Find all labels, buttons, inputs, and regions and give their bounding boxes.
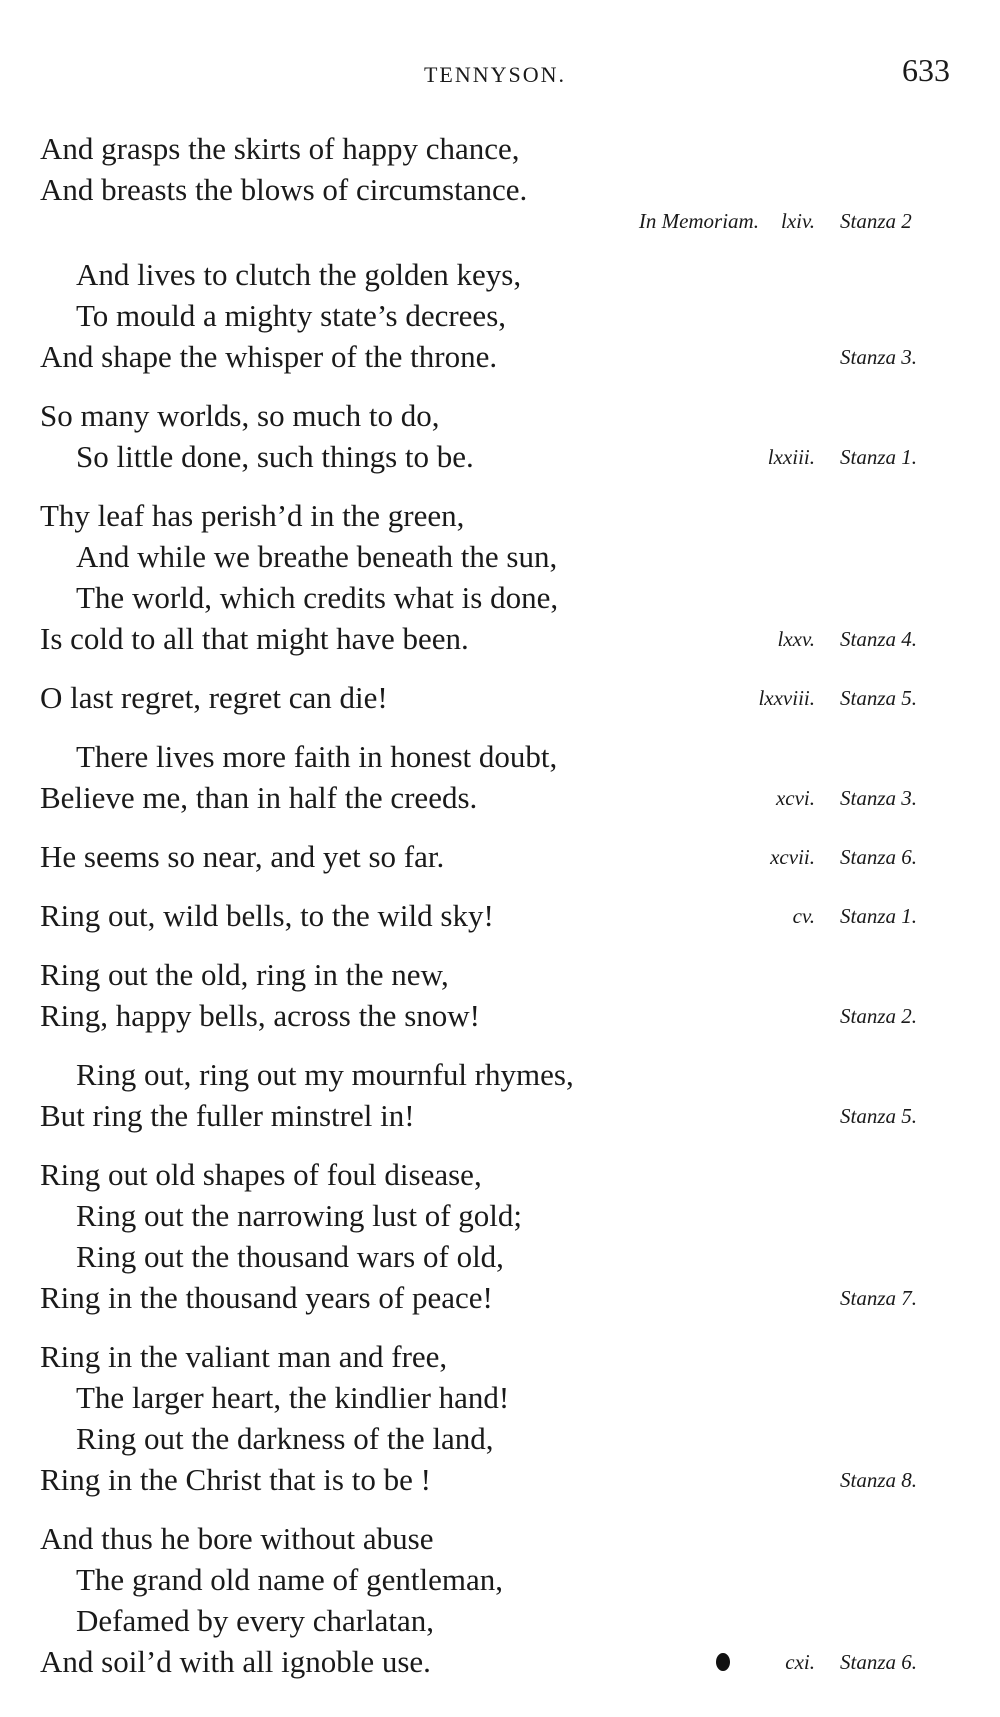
verse-text: And thus he bore without abuse — [40, 1521, 434, 1556]
verse-text: He seems so near, and yet so far. — [40, 839, 445, 874]
verse-text: And shape the whisper of the throne. — [40, 339, 498, 374]
section-reference: lxiv. — [780, 209, 815, 233]
verse-line — [40, 295, 950, 336]
verse-line — [40, 1054, 950, 1095]
quotation-block — [40, 677, 950, 718]
verse-text: The larger heart, the kindlier hand! — [76, 1380, 510, 1415]
stanza-reference: Stanza 5. — [840, 686, 918, 710]
verse-text: And breasts the blows of circumstance. — [40, 172, 528, 207]
stanza-reference: Stanza 8. — [840, 1468, 918, 1492]
verse-text: Ring out, wild bells, to the wild sky! — [40, 898, 494, 933]
quotation-block — [40, 895, 950, 936]
verse-line — [40, 1459, 950, 1500]
verse-text: Ring out old shapes of foul disease, — [40, 1157, 482, 1192]
quotation-block — [40, 128, 950, 240]
verse-text: Ring, happy bells, across the snow! — [40, 998, 480, 1033]
stanza-reference: Stanza 3. — [840, 345, 918, 369]
verse-line — [40, 169, 950, 210]
section-reference: cv. — [792, 904, 815, 928]
section-reference: lxxiii. — [767, 445, 815, 469]
section-reference: lxxv. — [777, 627, 815, 651]
verse-text: Ring out the old, ring in the new, — [40, 957, 449, 992]
verse-line — [40, 1336, 950, 1377]
verse-text: O last regret, regret can die! — [40, 680, 388, 715]
verse-line — [40, 577, 950, 618]
verse-text: And soil’d with all ignoble use. — [40, 1644, 431, 1679]
stanza-reference: Stanza 6. — [840, 1650, 918, 1674]
verse-line — [40, 895, 950, 936]
quotation-block — [40, 1154, 950, 1318]
verse-text: Thy leaf has perish’d in the green, — [40, 498, 465, 533]
quotation-block — [40, 954, 950, 1036]
verse-text: Ring out the darkness of the land, — [76, 1421, 494, 1456]
verse-line — [40, 1418, 950, 1459]
section-reference: xcvi. — [775, 786, 815, 810]
running-head — [40, 52, 950, 96]
verse-line — [40, 336, 950, 377]
verse-text: And while we breathe beneath the sun, — [76, 539, 558, 574]
verse-line — [40, 736, 950, 777]
verse-text: Defamed by every charlatan, — [76, 1603, 435, 1638]
stanza-reference: Stanza 1. — [840, 904, 918, 928]
verse-text: The world, which credits what is done, — [76, 580, 559, 615]
verse-text: But ring the fuller minstrel in! — [40, 1098, 415, 1133]
verse-line — [40, 1600, 950, 1641]
verse-line — [40, 618, 950, 659]
stanza-reference: Stanza 5. — [840, 1104, 918, 1128]
verse-line — [40, 995, 950, 1036]
page-number: 633 — [902, 52, 950, 88]
verse-text: To mould a mighty state’s decrees, — [76, 298, 507, 333]
source-title: In Memoriam. — [638, 209, 759, 233]
stanza-reference: Stanza 2 — [840, 209, 912, 233]
verse-line — [40, 395, 950, 436]
stanza-reference: Stanza 3. — [840, 786, 918, 810]
verse-text: Ring out the narrowing lust of gold; — [76, 1198, 523, 1233]
verse-line — [40, 1236, 950, 1277]
stanza-reference: Stanza 6. — [840, 845, 918, 869]
quotation-block — [40, 254, 950, 377]
stanza-reference: Stanza 1. — [840, 445, 918, 469]
verse-text: And grasps the skirts of happy chance, — [40, 131, 520, 166]
verse-text: And lives to clutch the golden keys, — [76, 257, 522, 292]
verse-line — [40, 1518, 950, 1559]
quotation-block — [40, 836, 950, 877]
verse-line — [40, 1195, 950, 1236]
verse-line — [40, 128, 950, 169]
verse-line — [40, 254, 950, 295]
stanza-reference: Stanza 4. — [840, 627, 918, 651]
verse-line — [40, 1559, 950, 1600]
verse-line — [40, 1154, 950, 1195]
quotation-block — [40, 1336, 950, 1500]
verse-line — [40, 1641, 950, 1682]
verse-text: Believe me, than in half the creeds. — [40, 780, 478, 815]
verse-text: So little done, such things to be. — [76, 439, 474, 474]
section-reference: cxi. — [785, 1650, 815, 1674]
quotation-block — [40, 1518, 950, 1682]
citation-row — [40, 206, 950, 240]
verse-line — [40, 436, 950, 477]
quotation-block — [40, 736, 950, 818]
verse-line — [40, 836, 950, 877]
quotation-block — [40, 395, 950, 477]
verse-text: Ring in the Christ that is to be ! — [40, 1462, 431, 1497]
stanza-reference: Stanza 7. — [840, 1286, 918, 1310]
section-reference: xcvii. — [770, 845, 815, 869]
verse-line — [40, 495, 950, 536]
quotation-block — [40, 495, 950, 659]
verse-text: Ring in the thousand years of peace! — [40, 1280, 493, 1315]
verse-text: Ring out, ring out my mournful rhymes, — [76, 1057, 574, 1092]
verse-line — [40, 536, 950, 577]
verse-text: The grand old name of gentleman, — [76, 1562, 503, 1597]
quotation-block — [40, 1054, 950, 1136]
verse-text: Ring out the thousand wars of old, — [76, 1239, 504, 1274]
running-title: TENNYSON. — [423, 62, 567, 87]
verse-line — [40, 777, 950, 818]
verse-text: Is cold to all that might have been. — [40, 621, 469, 656]
verse-line — [40, 1377, 950, 1418]
verse-line — [40, 1277, 950, 1318]
ink-blot-mark — [716, 1653, 730, 1671]
stanza-reference: Stanza 2. — [840, 1004, 918, 1028]
verse-line — [40, 954, 950, 995]
verse-text: So many worlds, so much to do, — [40, 398, 440, 433]
section-reference: lxxviii. — [758, 686, 815, 710]
verse-line — [40, 677, 950, 718]
verse-text: Ring in the valiant man and free, — [40, 1339, 448, 1374]
quotation-list — [40, 128, 950, 1700]
verse-line — [40, 1095, 950, 1136]
verse-text: There lives more faith in honest doubt, — [76, 739, 558, 774]
